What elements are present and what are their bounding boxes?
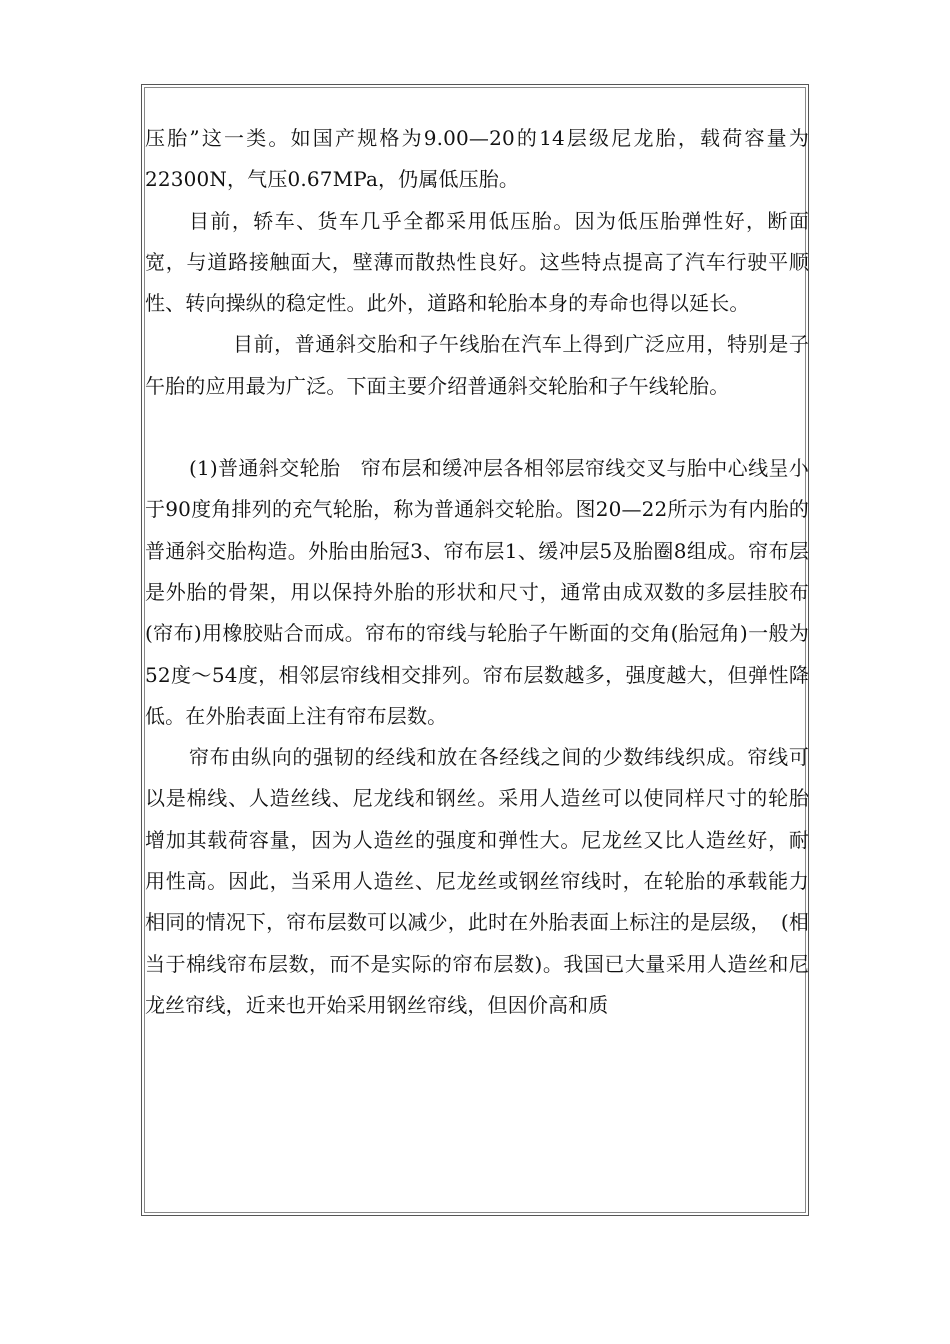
- paragraph-low-pressure-tire: 压胎”这一类。如国产规格为9.00—20的14层级尼龙胎，载荷容量为22300N，气压0.67MPa，仍属低压胎。: [145, 126, 809, 192]
- paragraph-cord-fabric: 帘布由纵向的强韧的经线和放在各经线之间的少数纬线织成。帘线可以是棉线、人造丝线、尼龙线和钢丝。采用人造丝可以使同样尺寸的轮胎增加其载荷容量，因为人造丝的强度和弹性大。尼龙丝又比人造丝好，耐用性高。因此，当采用人造丝、尼龙丝或钢丝帘线时，在轮胎的承载能力相同的情况下，帘布层数可以减少，此时在外胎表面上标注的是层级， (相当于棉线帘布层数，而不是实际的帘布层数)。我国已大量采用人造丝和尼龙丝帘线，近来也开始采用钢丝帘线，但因价高和质: [145, 745, 809, 1017]
- paragraph-bias-ply-tire: (1)普通斜交轮胎 帘布层和缓冲层各相邻层帘线交叉与胎中心线呈小于90度角排列的充气轮胎，称为普通斜交轮胎。图20—22所示为有内胎的普通斜交胎构造。外胎由胎冠3、帘布层1、缓冲层5及胎圈8组成。帘布层是外胎的骨架，用以保持外胎的形状和尺寸，通常由成双数的多层挂胶布(帘布)用橡胶贴合而成。帘布的帘线与轮胎子午断面的交角(胎冠角)一般为52度～54度，相邻层帘线相交排列。帘布层数越多，强度越大，但弹性降低。在外胎表面上注有帘布层数。: [145, 456, 809, 728]
- paragraph-low-pressure-advantages: 目前，轿车、货车几乎全都采用低压胎。因为低压胎弹性好，断面宽，与道路接触面大，壁薄而散热性良好。这些特点提高了汽车行驶平顺性、转向操纵的稳定性。此外，道路和轮胎本身的寿命也得以延长。: [145, 208, 809, 316]
- paragraph-tire-types-intro: 目前，普通斜交胎和子午线胎在汽车上得到广泛应用，特别是子午胎的应用最为广泛。下面主要介绍普通斜交轮胎和子午线轮胎。: [145, 332, 809, 398]
- paragraph-spacer: [145, 407, 809, 448]
- document-body: [145, 118, 809, 1026]
